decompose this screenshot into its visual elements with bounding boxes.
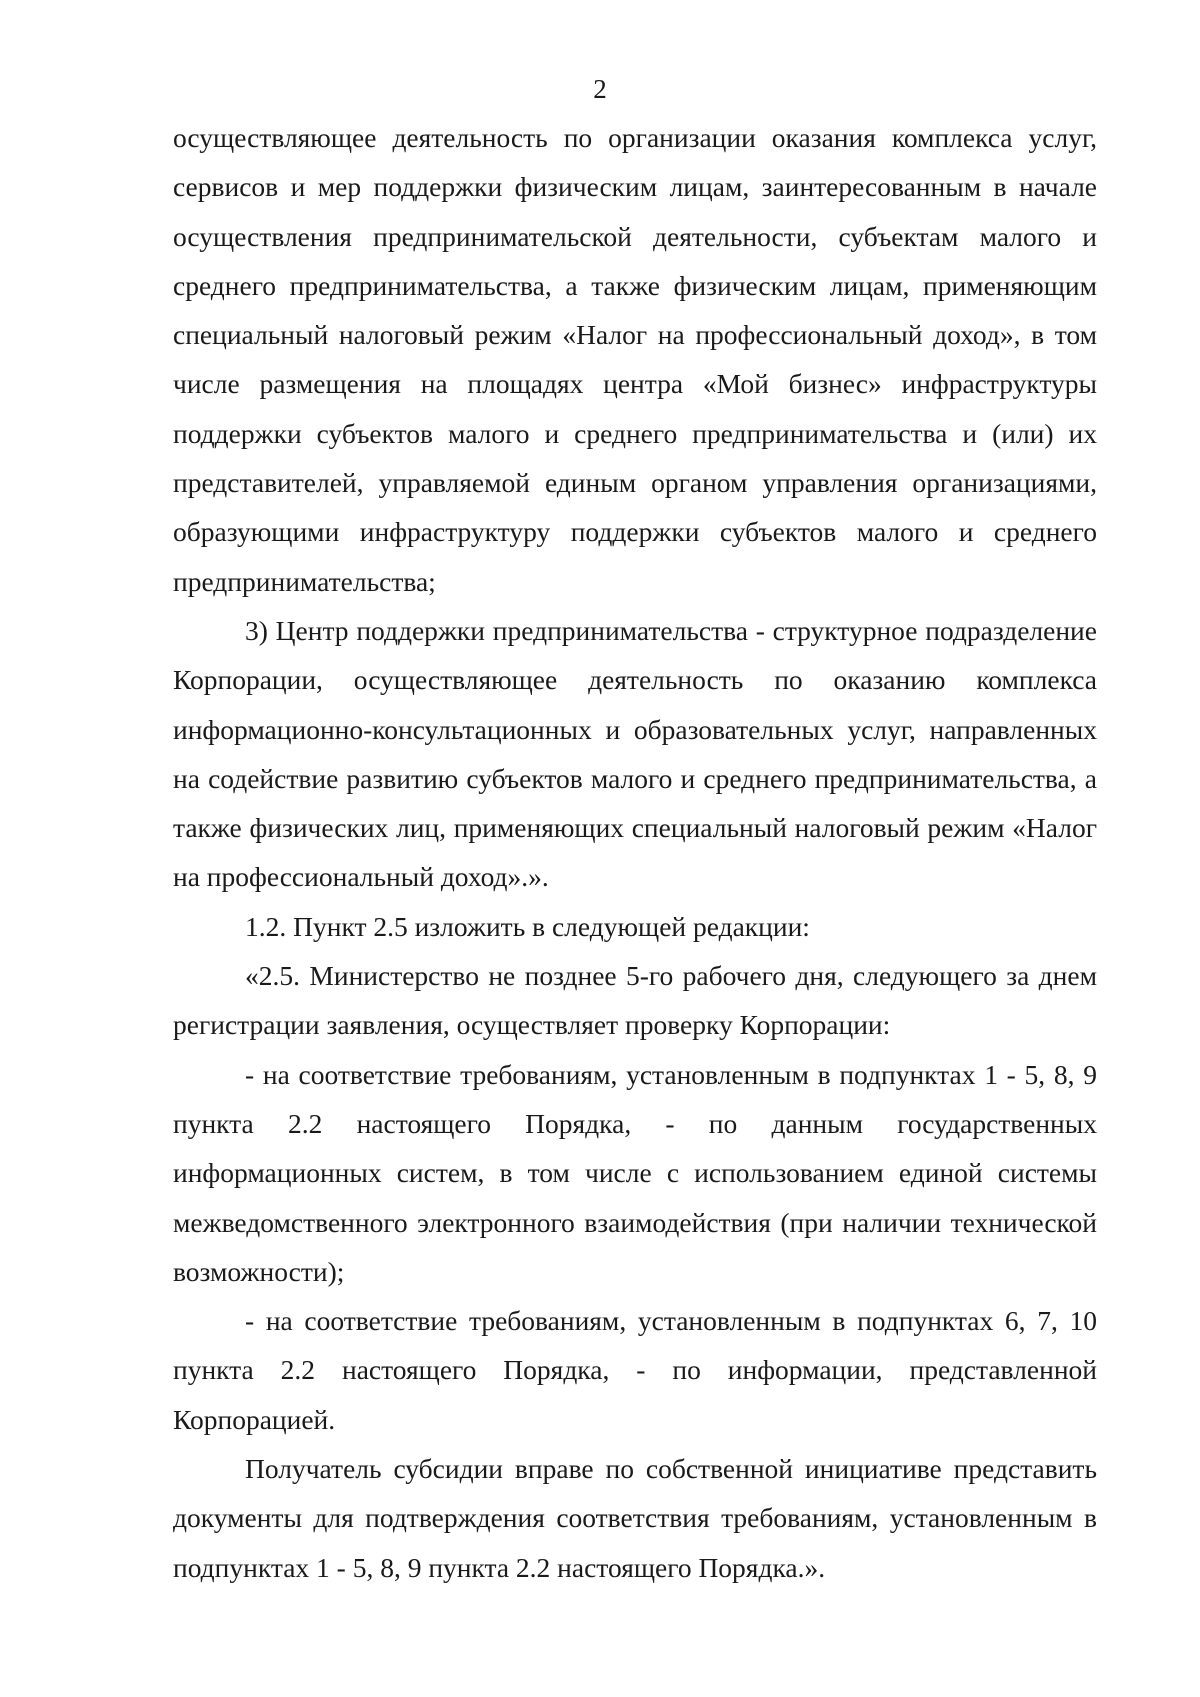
- page-number: 2: [593, 74, 607, 104]
- paragraph-7: Получатель субсидии вправе по собственной инициативе представить документы для подтверждения соответствия требованиям, установленным в подпунктах 1 - 5, 8, 9 пункта 2.2 настоящего Порядка.».: [173, 1453, 1097, 1583]
- paragraph-2: 3) Центр поддержки предпринимательства - структурное подразделение Корпорации, осуществляющее деятельность по оказанию комплекса информационно-консультационных и образовательных услуг, направленных на содействие развитию субъектов малого и среднего предпринимательства, а также физических лиц, применяющих специальный налоговый режим «Налог на профессиональный доход».».: [173, 614, 1097, 893]
- paragraph-5: - на соответствие требованиям, установленным в подпунктах 1 - 5, 8, 9 пункта 2.2 настоящего Порядка, - по данным государственных информационных систем, в том числе с использованием единой системы межведомственного электронного взаимодействия (при наличии технической возможности);: [173, 1058, 1097, 1287]
- paragraph-4: «2.5. Министерство не позднее 5-го рабочего дня, следующего за днем регистрации заявления, осуществляет проверку Корпорации:: [173, 960, 1097, 1041]
- paragraph-6: - на соответствие требованиям, установленным в подпунктах 6, 7, 10 пункта 2.2 настоящего Порядка, - по информации, представленной Корпорацией.: [173, 1305, 1097, 1435]
- document-body: [173, 113, 1097, 1592]
- paragraph-1: осуществляющее деятельность по организации оказания комплекса услуг, сервисов и мер поддержки физическим лицам, заинтересованным в начале осуществления предпринимательской деятельности, субъектам малого и среднего предпринимательства, а также физическим лицам, применяющим специальный налоговый режим «Налог на профессиональный доход», в том числе размещения на площадях центра «Мой бизнес» инфраструктуры поддержки субъектов малого и среднего предпринимательства и (или) их представителей, управляемой единым органом управления организациями, образующими инфраструктуру поддержки субъектов малого и среднего предпринимательства;: [173, 122, 1097, 597]
- paragraph-3: 1.2. Пункт 2.5 изложить в следующей редакции:: [245, 910, 810, 942]
